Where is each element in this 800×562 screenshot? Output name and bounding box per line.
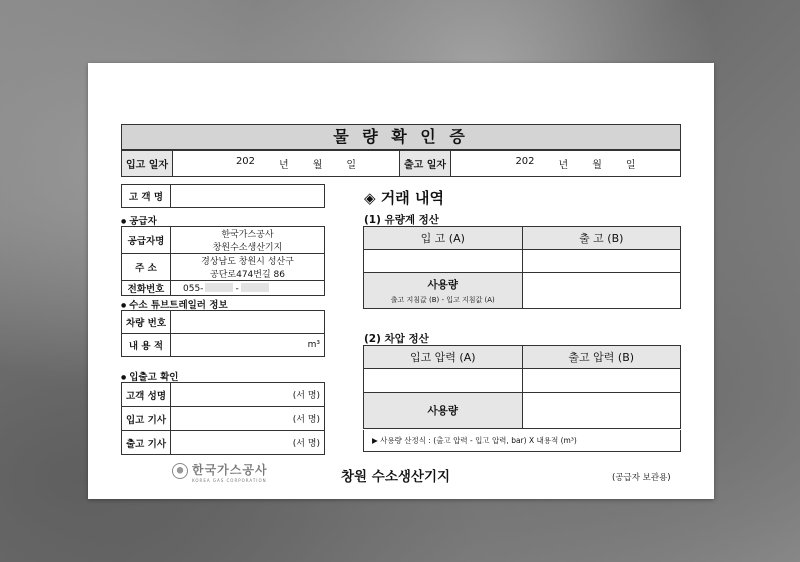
confirm-section-title: ● 입출고 확인 [121, 369, 178, 383]
date-out-label: 출고 일자 [400, 151, 451, 177]
logo-text: 한국가스공사 [192, 463, 268, 477]
phone-redacted-2 [241, 283, 269, 292]
customer-label: 고 객 명 [122, 185, 171, 208]
flow-section-title: (1) 유량계 정산 [364, 214, 439, 226]
date-in-day-unit: 일 [346, 160, 357, 171]
date-in-label: 입고 일자 [122, 151, 173, 177]
pressure-in-value[interactable] [364, 369, 523, 393]
date-out-day-unit: 일 [625, 160, 636, 171]
date-in-month-unit: 월 [312, 160, 323, 171]
date-out-year: 202 [515, 156, 535, 167]
pressure-usage-label: 사용량 [427, 405, 458, 417]
customer-table [121, 184, 325, 208]
flow-in-header: 입 고 (A) [364, 227, 523, 250]
transaction-title: ◈ 거래 내역 [364, 189, 444, 207]
pressure-out-header: 출고 압력 (B) [522, 346, 681, 369]
supplier-phone-label: 전화번호 [122, 281, 171, 296]
company-logo [172, 459, 268, 483]
confirm-row-label: 고객 성명 [122, 383, 171, 407]
phone-sep: - [235, 283, 239, 294]
pressure-out-value[interactable] [522, 369, 681, 393]
date-out-year-unit: 년 [558, 160, 569, 171]
supplier-name-value [171, 227, 325, 254]
flow-usage-note: 출고 지침값 (B) - 입고 지침값 (A) [390, 295, 495, 304]
date-in-field[interactable] [173, 151, 400, 177]
supplier-name-line2: 창원수소생산기지 [212, 243, 283, 253]
supplier-addr-line2: 공단로474번길 86 [210, 270, 285, 280]
supplier-addr-value [171, 254, 325, 281]
flow-out-header: 출 고 (B) [522, 227, 681, 250]
signature-field[interactable]: (서 명) [171, 407, 325, 431]
vehicle-field[interactable] [171, 311, 325, 334]
volume-label: 내 용 적 [122, 334, 171, 357]
trailer-section-title: ● 수소 튜브트레일러 정보 [121, 297, 228, 311]
flow-out-value[interactable] [522, 250, 681, 273]
vehicle-label: 차량 번호 [122, 311, 171, 334]
volume-field[interactable] [171, 334, 325, 357]
signature-field[interactable]: (서 명) [171, 431, 325, 455]
phone-prefix: 055- [183, 283, 204, 294]
pressure-usage-label-cell [364, 393, 523, 429]
site-name: 창원 수소생산기지 [341, 469, 451, 485]
supplier-name-label: 공급자명 [122, 227, 171, 254]
flow-in-value[interactable] [364, 250, 523, 273]
usage-formula: ▶ 사용량 산정식 : (출고 압력 - 입고 압력, bar) X 내용적 (m³) [363, 430, 681, 452]
flow-table [363, 226, 681, 309]
form-title: 물 량 확 인 증 [121, 124, 681, 150]
signature-field[interactable]: (서 명) [171, 383, 325, 407]
customer-field[interactable] [171, 185, 325, 208]
date-row [121, 150, 681, 177]
date-out-field[interactable] [451, 151, 681, 177]
flow-usage-value[interactable] [522, 273, 681, 309]
confirm-table [121, 382, 325, 455]
phone-redacted-1 [205, 283, 233, 292]
supplier-section-title: ● 공급자 [121, 213, 157, 227]
pressure-section-title: (2) 차압 정산 [364, 333, 429, 345]
pressure-in-header: 입고 압력 (A) [364, 346, 523, 369]
supplier-addr-label: 주 소 [122, 254, 171, 281]
confirm-row-label: 출고 기사 [122, 431, 171, 455]
confirm-row-label: 입고 기사 [122, 407, 171, 431]
copy-note: (공급자 보관용) [612, 473, 671, 483]
supplier-phone-value [171, 281, 325, 296]
trailer-table [121, 310, 325, 357]
date-out-month-unit: 월 [592, 160, 602, 171]
supplier-table [121, 226, 325, 296]
volume-unit: m³ [307, 340, 320, 350]
flow-usage-label: 사용량 [427, 278, 458, 291]
logo-subtext: KOREA GAS CORPORATION [192, 478, 267, 483]
flow-usage-label-cell [364, 273, 523, 309]
date-in-year: 202 [235, 156, 256, 167]
date-in-year-unit: 년 [279, 160, 289, 171]
supplier-addr-line1: 경상남도 창원시 성산구 [201, 257, 294, 267]
logo-flame-icon [172, 463, 188, 479]
supplier-name-line1: 한국가스공사 [221, 230, 274, 240]
pressure-usage-value[interactable] [522, 393, 681, 429]
pressure-table [363, 345, 681, 429]
